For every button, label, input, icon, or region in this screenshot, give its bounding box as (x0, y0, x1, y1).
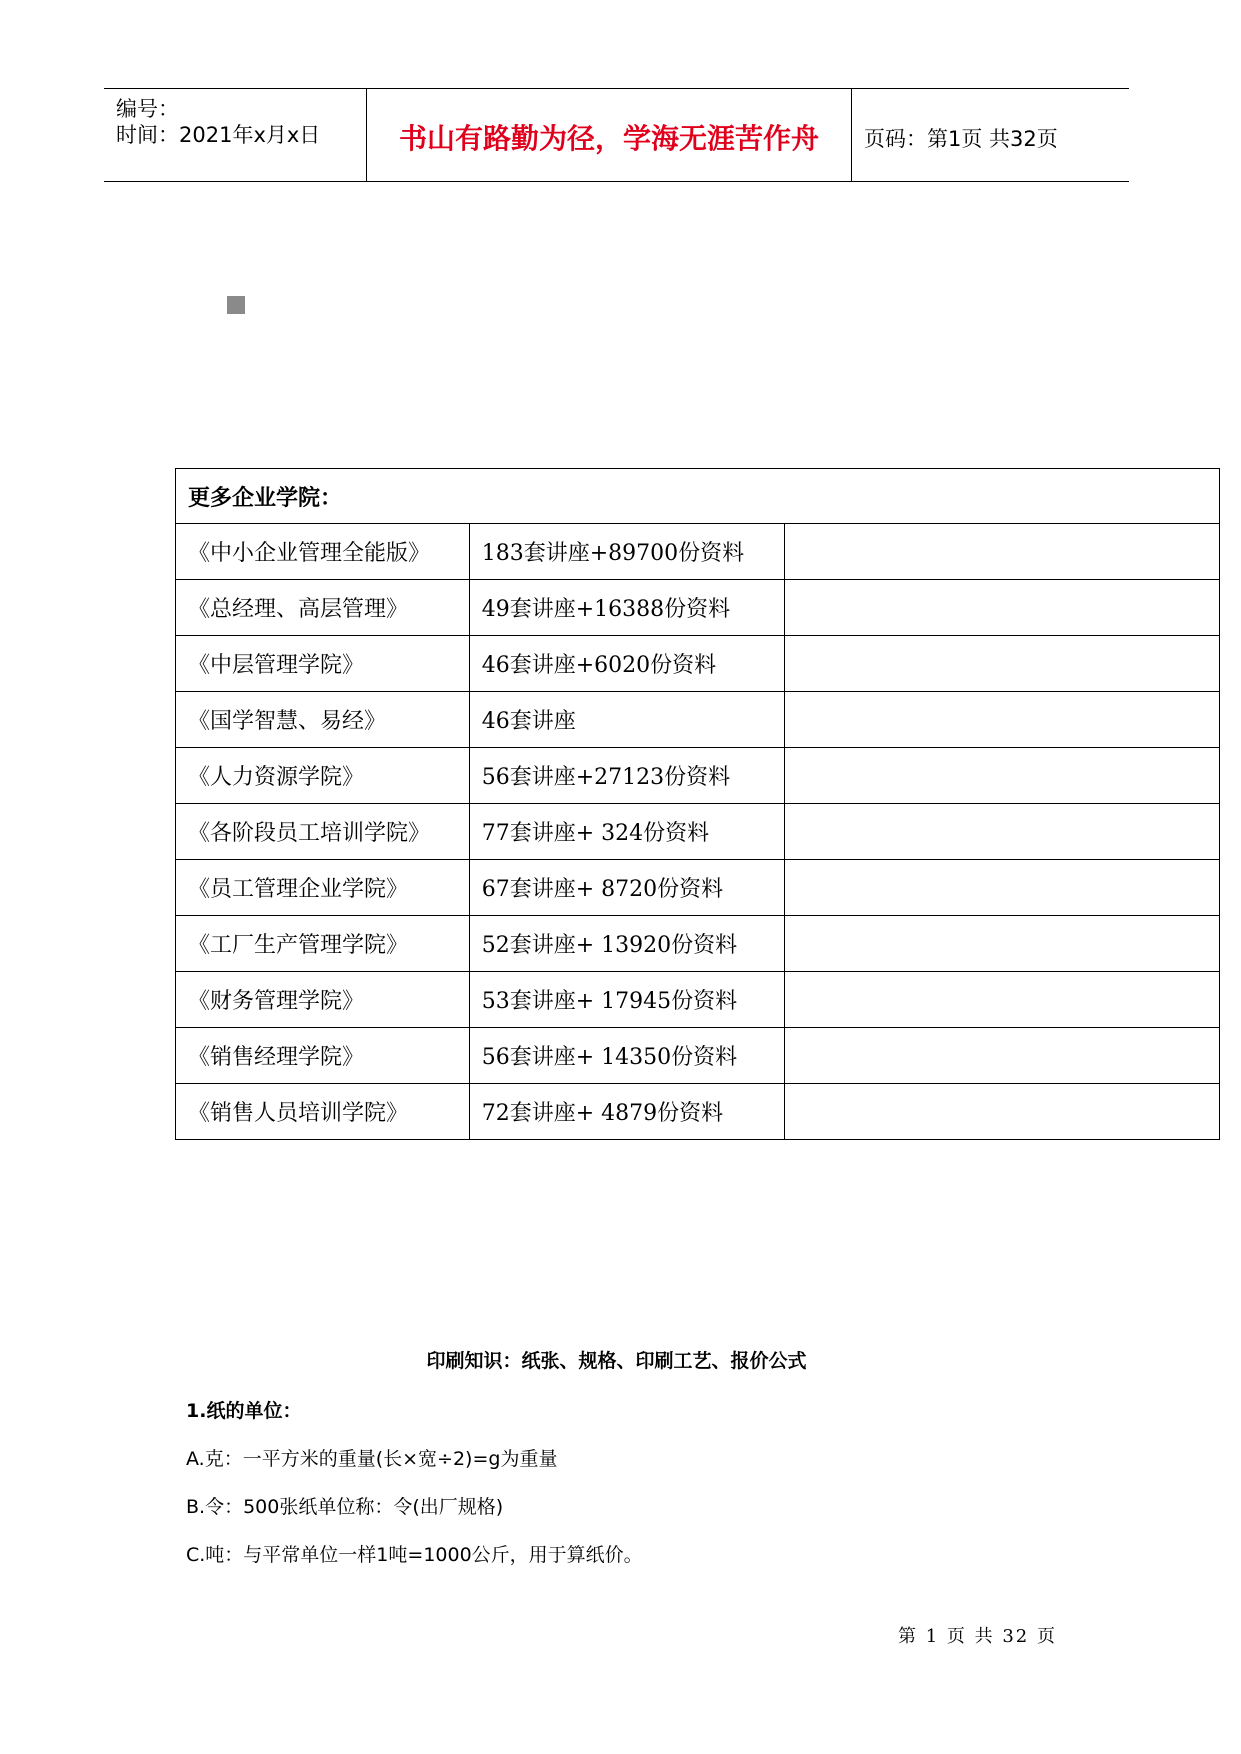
course-name: 《人力资源学院》 (176, 748, 470, 804)
table-row (176, 860, 1220, 916)
table-row (176, 804, 1220, 860)
page-header (104, 88, 1129, 182)
table-heading-row (176, 469, 1220, 524)
course-name: 《中小企业管理全能版》 (176, 524, 470, 580)
number-label: 编号： (116, 97, 179, 121)
course-extra (785, 804, 1220, 860)
course-extra (785, 916, 1220, 972)
time-label: 时间：2021年x月x日 (116, 123, 321, 147)
course-extra (785, 972, 1220, 1028)
course-desc: 56套讲座+27123份资料 (469, 748, 785, 804)
table-row (176, 972, 1220, 1028)
paragraph-item: A.克：一平方米的重量(长×宽÷2)=g为重量 (186, 1448, 558, 1470)
course-desc: 46套讲座 (469, 692, 785, 748)
course-extra (785, 636, 1220, 692)
course-desc: 56套讲座+ 14350份资料 (469, 1028, 785, 1084)
course-desc: 67套讲座+ 8720份资料 (469, 860, 785, 916)
course-name: 《中层管理学院》 (176, 636, 470, 692)
square-bullet-icon (227, 296, 245, 314)
table-row (176, 748, 1220, 804)
article-title: 印刷知识：纸张、规格、印刷工艺、报价公式 (426, 1350, 807, 1372)
course-name: 《销售人员培训学院》 (176, 1084, 470, 1140)
course-name: 《国学智慧、易经》 (176, 692, 470, 748)
table-row (176, 524, 1220, 580)
course-desc: 52套讲座+ 13920份资料 (469, 916, 785, 972)
course-desc: 183套讲座+89700份资料 (469, 524, 785, 580)
table-row (176, 916, 1220, 972)
course-desc: 53套讲座+ 17945份资料 (469, 972, 785, 1028)
course-extra (785, 1084, 1220, 1140)
table-row (176, 1028, 1220, 1084)
paragraph-item: C.吨：与平常单位一样1吨=1000公斤，用于算纸价。 (186, 1544, 643, 1566)
course-extra (785, 860, 1220, 916)
table-heading: 更多企业学院： (176, 469, 1220, 524)
courses-table (175, 468, 1220, 1140)
course-name: 《财务管理学院》 (176, 972, 470, 1028)
page-number-label: 页码：第1页 共32页 (864, 127, 1058, 151)
course-desc: 49套讲座+16388份资料 (469, 580, 785, 636)
page-footer: 第 1 页 共 32 页 (898, 1626, 1057, 1647)
course-desc: 72套讲座+ 4879份资料 (469, 1084, 785, 1140)
header-page-cell (852, 89, 1129, 181)
course-name: 《销售经理学院》 (176, 1028, 470, 1084)
course-extra (785, 580, 1220, 636)
course-extra (785, 1028, 1220, 1084)
section-heading: 1.纸的单位： (186, 1400, 302, 1422)
paragraph-item: B.令：500张纸单位称：令(出厂规格) (186, 1496, 504, 1518)
table-row (176, 580, 1220, 636)
header-motto-cell (367, 89, 852, 181)
course-extra (785, 692, 1220, 748)
course-name: 《总经理、高层管理》 (176, 580, 470, 636)
course-extra (785, 748, 1220, 804)
course-desc: 46套讲座+6020份资料 (469, 636, 785, 692)
course-name: 《员工管理企业学院》 (176, 860, 470, 916)
course-name: 《各阶段员工培训学院》 (176, 804, 470, 860)
table-row (176, 692, 1220, 748)
course-extra (785, 524, 1220, 580)
motto: 书山有路勤为径，学海无涯苦作舟 (398, 122, 819, 155)
table-row (176, 636, 1220, 692)
course-desc: 77套讲座+ 324份资料 (469, 804, 785, 860)
header-meta-cell (104, 89, 367, 181)
course-name: 《工厂生产管理学院》 (176, 916, 470, 972)
table-row (176, 1084, 1220, 1140)
